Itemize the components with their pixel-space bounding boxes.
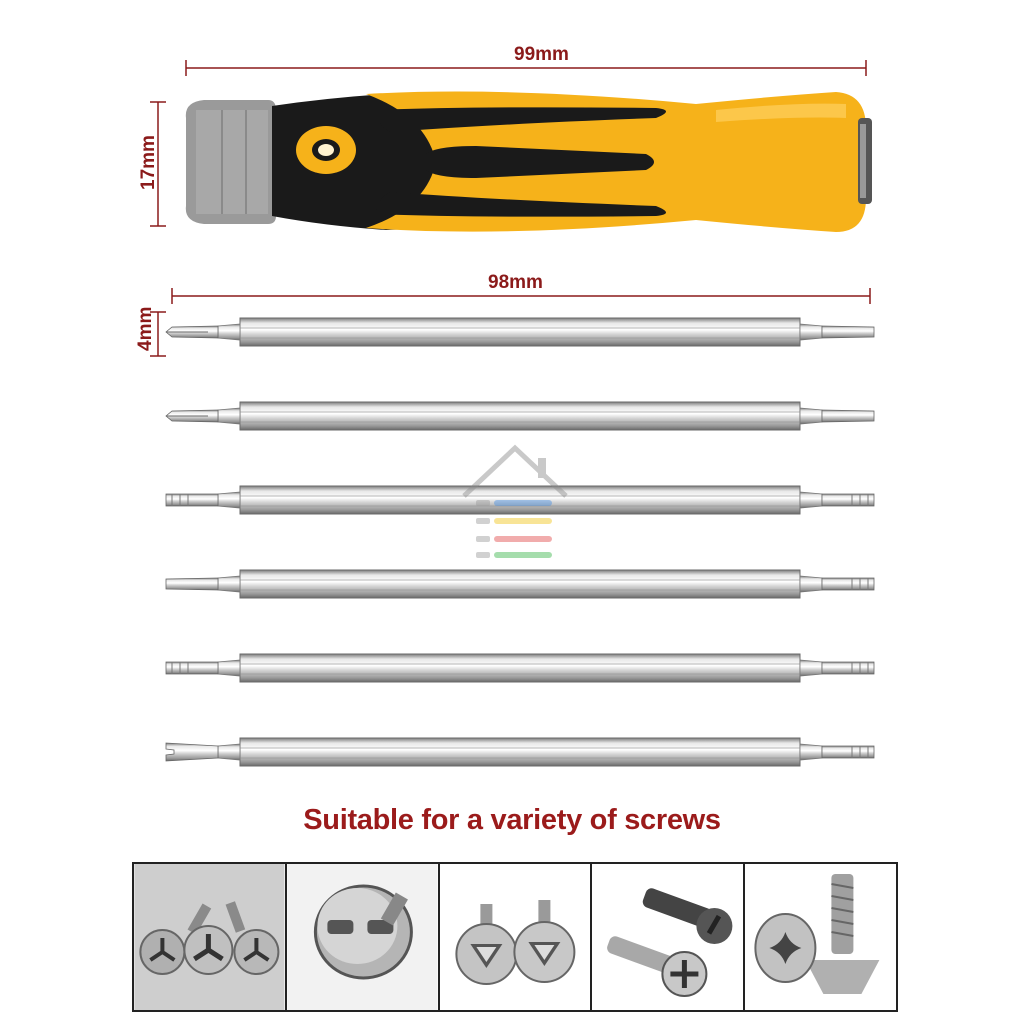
screw-panel-phillips-slotted xyxy=(592,864,745,1010)
bit-diameter-label: 4mm xyxy=(135,306,156,351)
torx-screw-image xyxy=(745,864,896,1010)
bit-2 xyxy=(166,402,874,430)
screw-panel-tri-wing xyxy=(134,864,287,1010)
triangle-screws-image xyxy=(440,864,591,1010)
screw-panel-torx xyxy=(745,864,896,1010)
spanner-screw-image xyxy=(287,864,438,1010)
screw-panel-spanner xyxy=(287,864,440,1010)
bit-4 xyxy=(166,570,874,598)
handle-diameter-label: 17mm xyxy=(138,135,159,190)
bit-1 xyxy=(166,318,874,346)
watermark-logo xyxy=(460,444,570,566)
tri-wing-screws-image xyxy=(134,864,285,1010)
bit-6 xyxy=(166,738,874,766)
screw-types-strip xyxy=(132,862,898,1012)
bit-5 xyxy=(166,654,874,682)
phillips-slotted-screws-image xyxy=(592,864,743,1010)
screw-panel-triangle xyxy=(440,864,593,1010)
bit-length-label: 98mm xyxy=(488,272,543,293)
tagline: Suitable for a variety of screws xyxy=(303,804,721,836)
screwdriver-handle xyxy=(176,88,876,238)
handle-length-label: 99mm xyxy=(514,44,569,65)
